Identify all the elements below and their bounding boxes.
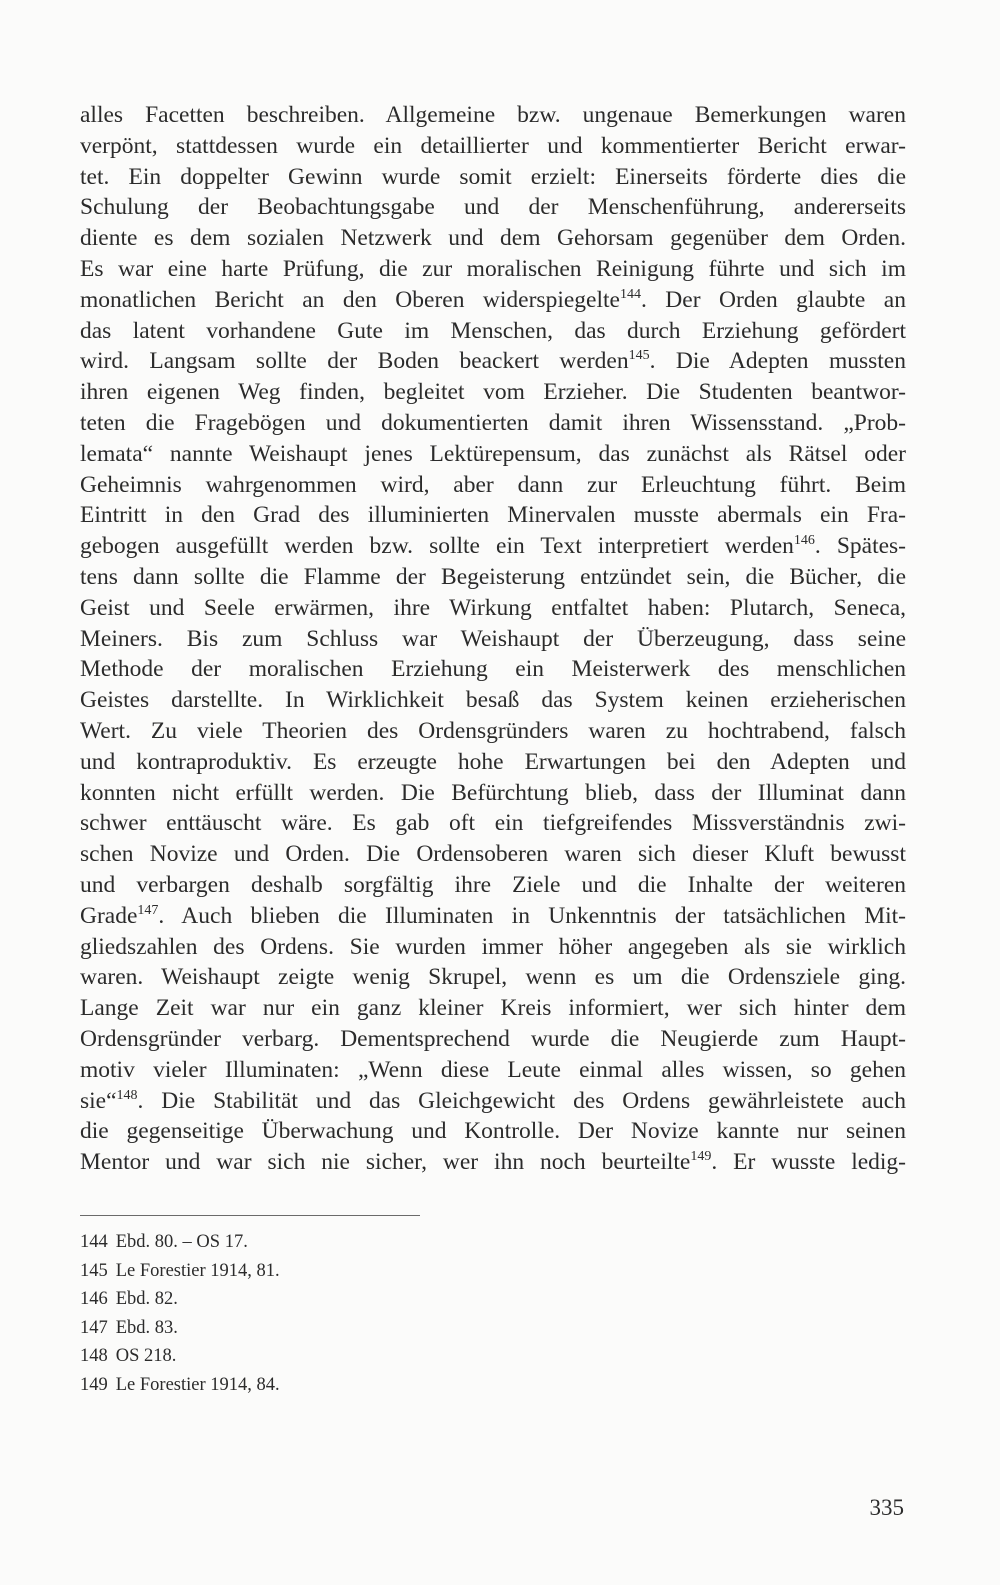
text-line: [80, 377, 906, 408]
line-text: Wert. Zu viele Theorien des Ordensgründers waren zu hochtrabend, falsch: [80, 717, 906, 744]
line-text-continued: . Auch blieben die Illuminaten in Unkenntnis der tatsächlichen Mit-: [158, 902, 906, 929]
footnote-reference[interactable]: 147: [137, 902, 159, 918]
footnote-text: Le Forestier 1914, 84.: [115, 1374, 280, 1395]
text-line: [80, 131, 906, 162]
line-text: Es war eine harte Prüfung, die zur moralischen Reinigung führte und sich im: [80, 255, 906, 282]
line-text: alles Facetten beschreiben. Allgemeine bzw. ungenaue Bemerkungen waren: [80, 102, 906, 128]
footnote-text: Ebd. 82.: [115, 1289, 178, 1309]
text-line: [80, 100, 906, 131]
text-line: [80, 1024, 906, 1055]
line-text: motiv vieler Illuminaten: „Wenn diese Leute einmal alles wissen, so gehen: [80, 1056, 906, 1083]
line-text: tet. Ein doppelter Gewinn wurde somit erzielt: Einerseits förderte dies die: [80, 163, 906, 190]
line-text: schwer enttäuscht wäre. Es gab oft ein tiefgreifendes Missverständnis zwi-: [80, 810, 906, 837]
line-text-continued: . Die Stabilität und das Gleichgewicht des Ordens gewährleistete auch: [137, 1087, 906, 1114]
line-text: Meiners. Bis zum Schluss war Weishaupt der Überzeugung, dass seine: [80, 625, 906, 652]
text-line: [80, 901, 906, 932]
line-text: diente es dem sozialen Netzwerk und dem Gehorsam gegenüber dem Orden.: [80, 225, 906, 252]
text-line: [80, 254, 906, 285]
footnote-reference[interactable]: 145: [628, 348, 650, 364]
text-line: [80, 654, 906, 685]
footnote-reference[interactable]: 149: [690, 1149, 712, 1165]
line-text: und verbargen deshalb sorgfältig ihre Ziele und die Inhalte der weiteren: [80, 871, 906, 898]
text-line: [80, 531, 906, 562]
line-text: gebogen ausgefüllt werden bzw. sollte ein Text interpretiert werden: [80, 533, 794, 560]
text-line: [80, 993, 906, 1024]
text-line: [80, 685, 906, 716]
text-line: [80, 192, 906, 223]
line-text: ihren eigenen Weg finden, begleitet vom Erzieher. Die Studenten beantwor-: [80, 379, 906, 406]
text-line: [80, 932, 906, 963]
footnote: [80, 1257, 580, 1286]
line-text-continued: . Spätes-: [814, 533, 906, 560]
line-text: lemata“ nannte Weishaupt jenes Lektürepensum, das zunächst als Rätsel oder: [80, 440, 906, 467]
line-text: und kontraproduktiv. Es erzeugte hohe Erwartungen bei den Adepten und: [80, 748, 906, 775]
text-line: [80, 962, 906, 993]
line-text: die gegenseitige Überwachung und Kontrolle. Der Novize kannte nur seinen: [80, 1118, 906, 1145]
line-text: Lange Zeit war nur ein ganz kleiner Kreis informiert, wer sich hinter dem: [80, 995, 906, 1022]
text-line: [80, 716, 906, 747]
text-line: [80, 870, 906, 901]
text-line: [80, 1116, 906, 1147]
line-text: tens dann sollte die Flamme der Begeisterung entzündet sein, die Bücher, die: [80, 563, 906, 590]
line-text: monatlichen Bericht an den Oberen widerspiegelte: [80, 286, 620, 313]
line-text: schen Novize und Orden. Die Ordensoberen waren sich dieser Kluft bewusst: [80, 841, 906, 868]
line-text-continued: . Der Orden glaubte an: [640, 286, 906, 313]
line-text: wird. Langsam sollte der Boden beackert werden: [80, 348, 629, 375]
body-text: [80, 100, 906, 1178]
text-line: [80, 223, 906, 254]
line-text: Methode der moralischen Erziehung ein Meisterwerk des menschlichen: [80, 656, 906, 683]
footnote-text: OS 218.: [115, 1346, 177, 1366]
text-line: [80, 747, 906, 778]
footnote-reference[interactable]: 148: [116, 1087, 138, 1103]
text-line: [80, 470, 906, 501]
line-text: Geist und Seele erwärmen, ihre Wirkung entfaltet haben: Plutarch, Seneca,: [80, 594, 906, 621]
line-text: sie“: [80, 1087, 117, 1114]
footnote: [80, 1228, 580, 1257]
footnote-text: Ebd. 80. – OS 17.: [115, 1232, 248, 1252]
footnote-number: 146: [80, 1289, 108, 1309]
text-line: [80, 624, 906, 655]
footnote: [80, 1285, 580, 1314]
text-line: [80, 562, 906, 593]
line-text: verpönt, stattdessen wurde ein detaillierter und kommentierter Bericht erwar-: [80, 132, 906, 159]
line-text: Geheimnis wahrgenommen wird, aber dann zur Erleuchtung führt. Beim: [80, 471, 906, 498]
line-text: Grade: [80, 902, 138, 929]
line-text: Ordensgründer verbarg. Dementsprechend wurde die Neugierde zum Haupt-: [80, 1025, 906, 1052]
line-text: Geistes darstellte. In Wirklichkeit besaß das System keinen erzieherischen: [80, 687, 906, 714]
footnote-reference[interactable]: 146: [793, 533, 815, 549]
line-text-continued: . Er wusste ledig-: [711, 1149, 907, 1176]
line-text: waren. Weishaupt zeigte wenig Skrupel, wenn es um die Ordensziele ging.: [80, 964, 906, 991]
footnote-number: 148: [80, 1346, 108, 1366]
page-number: 335: [869, 1495, 904, 1520]
footnote-text: Ebd. 83.: [115, 1317, 178, 1338]
footnote-number: 145: [80, 1260, 108, 1281]
text-line: [80, 285, 906, 316]
line-text: gliedszahlen des Ordens. Sie wurden immer höher angegeben als sie wirklich: [80, 933, 906, 960]
text-line: [80, 316, 906, 347]
footnote: [80, 1342, 580, 1371]
line-text: Mentor und war sich nie sicher, wer ihn noch beurteilte: [80, 1149, 691, 1176]
line-text-continued: . Die Adepten mussten: [649, 348, 906, 375]
line-text: Eintritt in den Grad des illuminierten Minervalen musste abermals ein Fra-: [80, 502, 906, 529]
footnote-rule: [80, 1215, 420, 1216]
footnote: [80, 1314, 580, 1343]
line-text: das latent vorhandene Gute im Menschen, das durch Erziehung gefördert: [80, 317, 906, 344]
footnote: [80, 1371, 580, 1400]
footnote-number: 144: [80, 1232, 108, 1252]
text-line: [80, 500, 906, 531]
footnote-reference[interactable]: 144: [619, 286, 641, 302]
text-line: [80, 162, 906, 193]
footnote-text: Le Forestier 1914, 81.: [115, 1260, 280, 1281]
footnotes: [80, 1228, 580, 1399]
text-line: [80, 1086, 906, 1117]
footnote-number: 149: [80, 1374, 108, 1395]
line-text: teten die Fragebögen und dokumentierten damit ihren Wissensstand. „Prob-: [80, 409, 906, 436]
line-text: konnten nicht erfüllt werden. Die Befürchtung blieb, dass der Illuminat dann: [80, 779, 906, 806]
text-line: [80, 346, 906, 377]
text-line: [80, 1147, 906, 1178]
text-line: [80, 808, 906, 839]
text-line: [80, 778, 906, 809]
text-line: [80, 839, 906, 870]
text-line: [80, 439, 906, 470]
text-line: [80, 408, 906, 439]
line-text: Schulung der Beobachtungsgabe und der Menschenführung, andererseits: [80, 194, 906, 221]
footnote-number: 147: [80, 1317, 108, 1338]
text-line: [80, 593, 906, 624]
text-line: [80, 1055, 906, 1086]
